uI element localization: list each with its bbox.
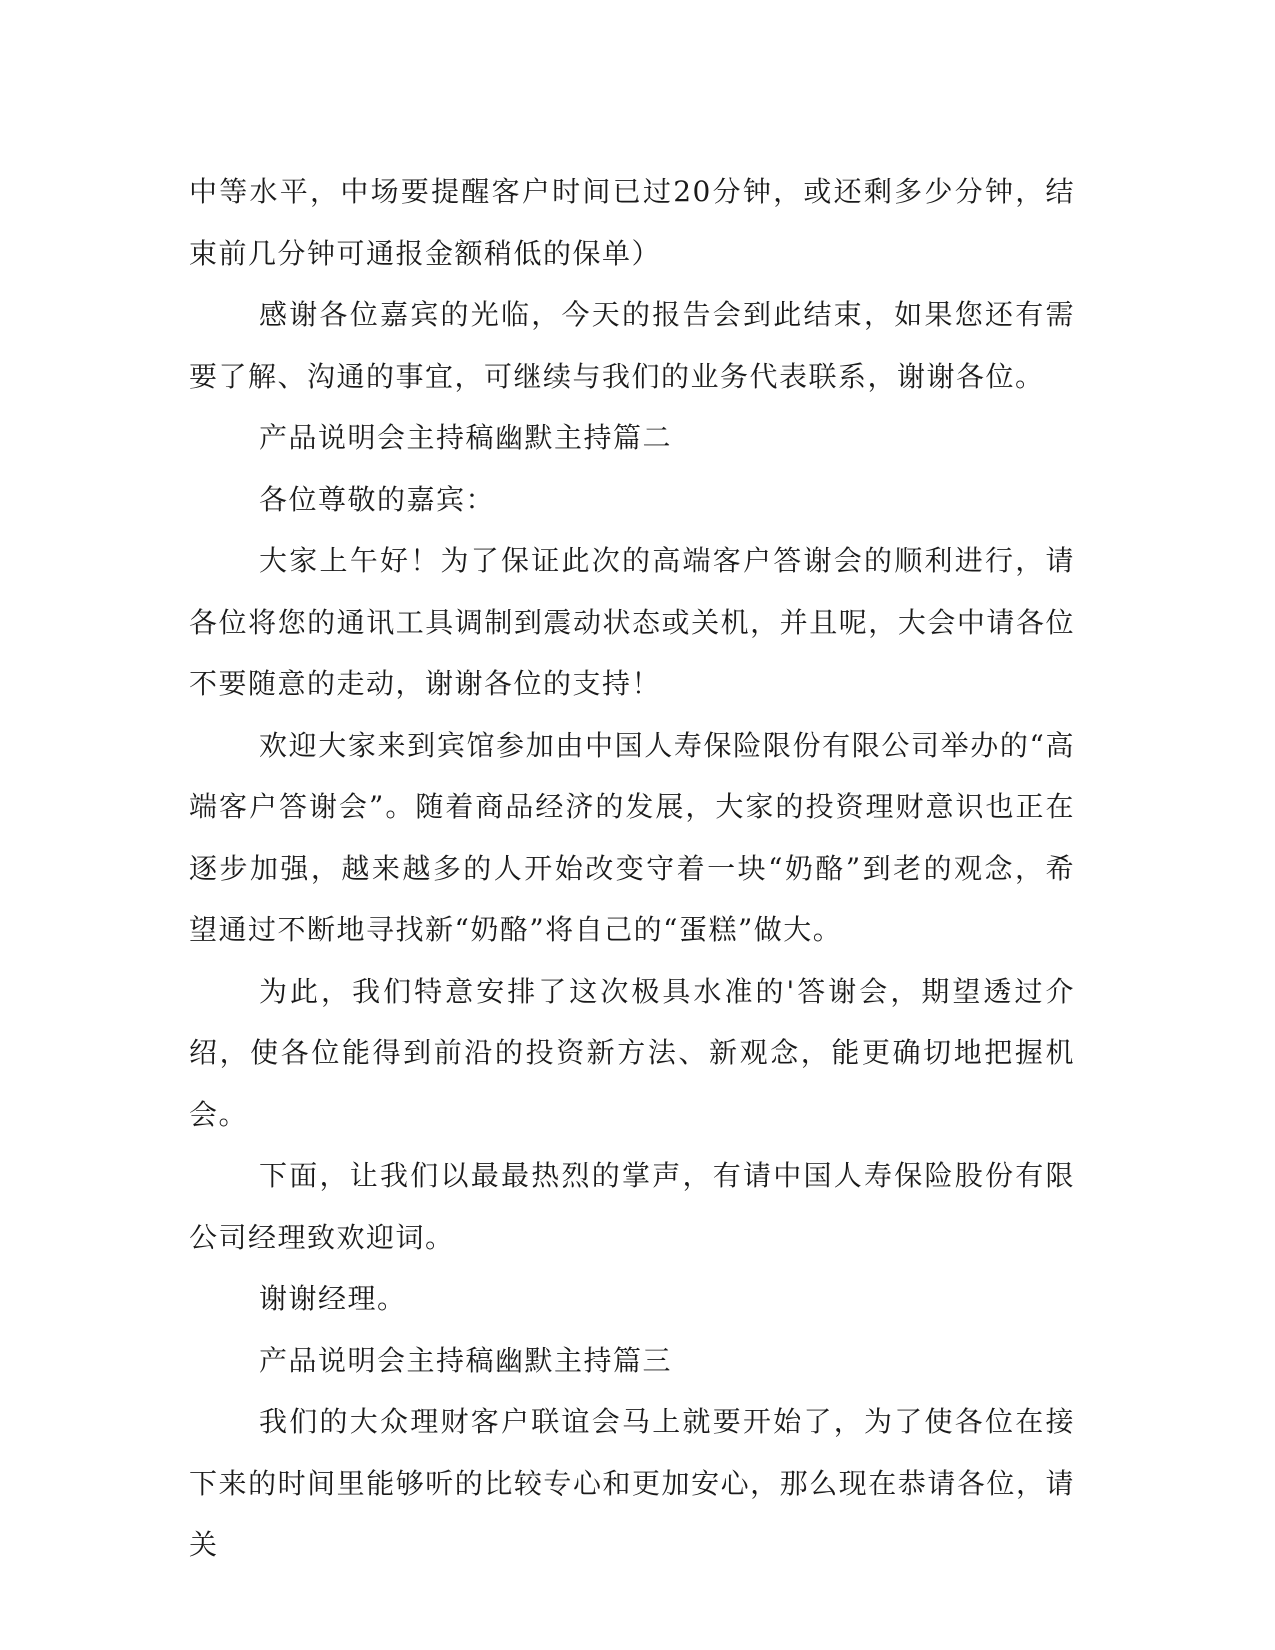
- section-heading-3: 产品说明会主持稿幽默主持篇三: [259, 1343, 673, 1377]
- paragraph-8: 下面，让我们以最最热烈的掌声，有请中国人寿保险股份有限公司经理致欢迎词。: [189, 1159, 1075, 1254]
- paragraph-1: 中等水平，中场要提醒客户时间已过20分钟，或还剩多少分钟，结束前几分钟可通报金额稍低的保单）: [189, 175, 1075, 270]
- section-heading-2: 产品说明会主持稿幽默主持篇二: [259, 421, 673, 454]
- document-body: [189, 161, 1075, 1576]
- paragraph-7: 为此，我们特意安排了这次极具水准的'答谢会，期望透过介绍，使各位能得到前沿的投资新方法、新观念，能更确切地把握机会。: [189, 974, 1075, 1131]
- paragraph-9: 谢谢经理。: [259, 1282, 407, 1315]
- paragraph-2: 感谢各位嘉宾的光临，今天的报告会到此结束，如果您还有需要了解、沟通的事宜，可继续与我们的业务代表联系，谢谢各位。: [189, 298, 1075, 393]
- paragraph-11: 我们的大众理财客户联谊会马上就要开始了，为了使各位在接下来的时间里能够听的比较专心和更加安心，那么现在恭请各位，请关: [189, 1405, 1075, 1561]
- greeting: 各位尊敬的嘉宾：: [259, 482, 496, 516]
- paragraph-5: 大家上午好！为了保证此次的高端客户答谢会的顺利进行，请各位将您的通讯工具调制到震动状态或关机，并且呢，大会中请各位不要随意的走动，谢谢各位的支持！: [189, 544, 1075, 700]
- paragraph-6: 欢迎大家来到宾馆参加由中国人寿保险限份有限公司举办的“高端客户答谢会”。随着商品经济的发展，大家的投资理财意识也正在逐步加强，越来越多的人开始改变守着一块“奶酪”到老的观念，希望通过不断地寻找新“奶酪”将自己的“蛋糕”做大。: [189, 728, 1075, 946]
